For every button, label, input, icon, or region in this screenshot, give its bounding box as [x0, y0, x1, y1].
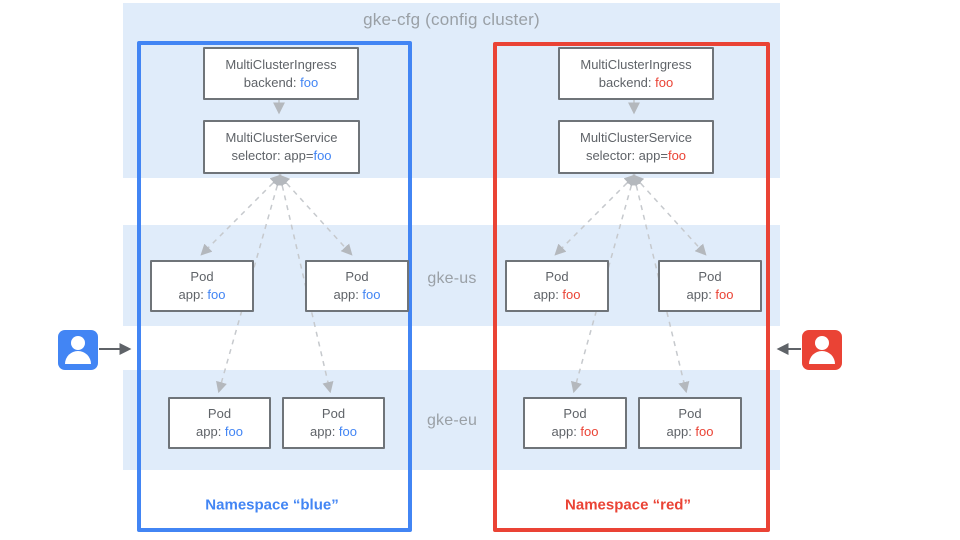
mcs-selector-value: foo — [313, 148, 332, 163]
mcs-selector: selector: app=foo — [585, 148, 687, 163]
multiclusteringress-box-red — [558, 47, 714, 100]
pod-app: app: foo — [533, 287, 581, 302]
pod-app: app: foo — [310, 424, 357, 439]
pod-app: app: foo — [666, 424, 714, 439]
mci-backend: backend: foo — [598, 74, 674, 90]
pod-title: Pod — [321, 406, 346, 421]
mci-backend-value: foo — [655, 74, 674, 90]
mci-backend-value: foo — [300, 74, 319, 90]
mcs-selector: selector: app=foo — [231, 148, 332, 163]
pod-box-blue-eu-1 — [168, 397, 271, 449]
pod-app: app: foo — [178, 287, 226, 302]
person-head — [815, 336, 829, 350]
multiclusterservice-box-blue — [203, 120, 360, 174]
config-cluster-title: gke-cfg (config cluster) — [363, 10, 540, 29]
mcs-title: MultiClusterService — [225, 130, 338, 145]
pod-title: Pod — [698, 269, 722, 284]
pod-title: Pod — [563, 406, 587, 421]
pod-box-red-us-1 — [505, 260, 609, 312]
person-body — [65, 351, 91, 364]
namespace-red-label: Namespace “red” — [565, 496, 691, 514]
mcs-selector-value: foo — [667, 148, 687, 163]
person-head — [71, 336, 85, 350]
cluster-label-gke-eu: gke-eu — [426, 412, 478, 429]
multiclusteringress-box-blue — [203, 47, 359, 100]
pod-app: app: foo — [333, 287, 381, 302]
multiclusterservice-box-red — [558, 120, 714, 174]
person-body — [809, 351, 835, 364]
pod-app: app: foo — [551, 424, 599, 439]
pod-title: Pod — [207, 406, 232, 421]
pod-box-blue-us-1 — [150, 260, 254, 312]
blue-user-icon — [58, 330, 98, 370]
pod-title: Pod — [345, 269, 369, 284]
pod-box-blue-us-2 — [305, 260, 409, 312]
pod-app: app: foo — [196, 424, 243, 439]
namespace-blue-label: Namespace “blue” — [205, 496, 339, 514]
mci-title: MultiClusterIngress — [580, 56, 692, 72]
red-user-icon — [802, 330, 842, 370]
pod-box-red-eu-1 — [523, 397, 627, 449]
pod-app: app: foo — [686, 287, 734, 302]
mcs-title: MultiClusterService — [580, 130, 692, 145]
cluster-label-gke-us: gke-us — [427, 270, 477, 287]
pod-title: Pod — [190, 269, 214, 284]
mci-title: MultiClusterIngress — [225, 56, 337, 72]
pod-box-red-eu-2 — [638, 397, 742, 449]
pod-title: Pod — [678, 406, 702, 421]
pod-box-red-us-2 — [658, 260, 762, 312]
pod-box-blue-eu-2 — [282, 397, 385, 449]
pod-title: Pod — [545, 269, 569, 284]
mci-backend: backend: foo — [243, 74, 319, 90]
